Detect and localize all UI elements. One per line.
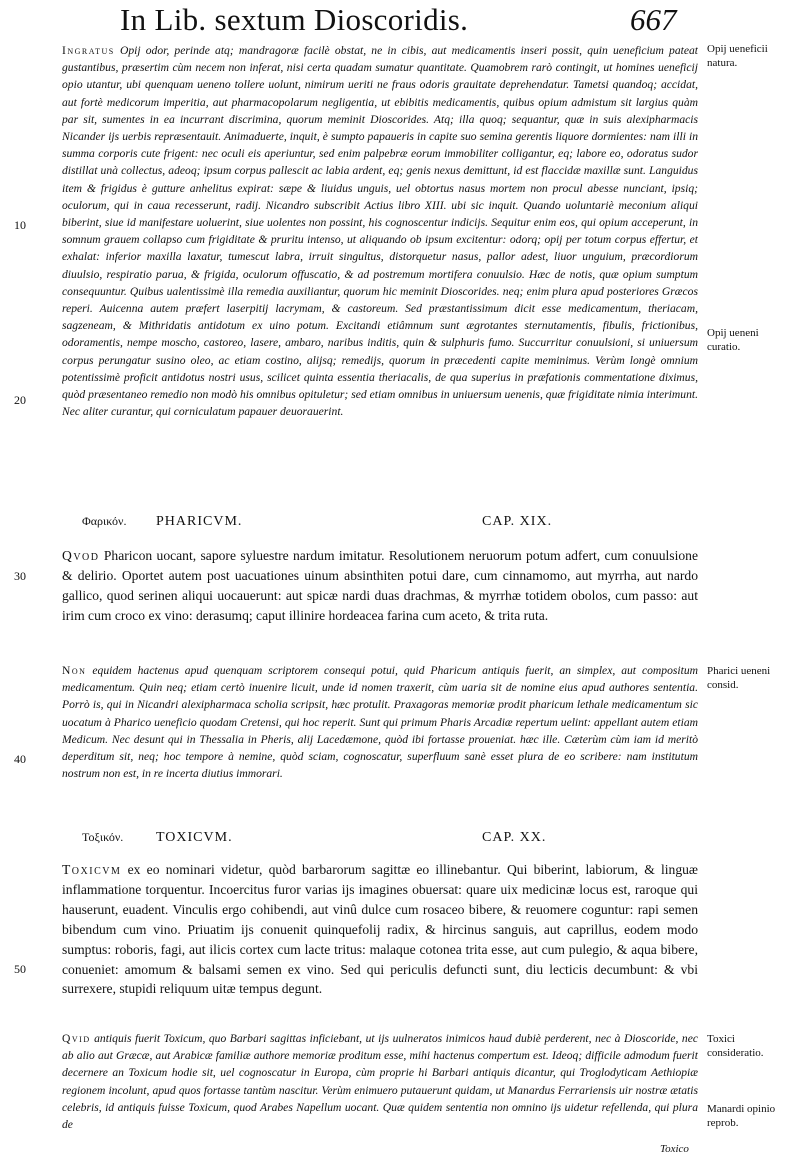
margin-note: Pharici ueneni consid. [707, 665, 771, 691]
line-number: 50 [14, 962, 26, 976]
commentary-paragraph [62, 42, 698, 420]
latin-title: TOXICVM. [156, 830, 233, 845]
commentary-paragraph [62, 662, 698, 782]
dioscorides-paragraph [62, 546, 698, 626]
running-header [0, 2, 787, 42]
margin-note: Opij ueneni curatio. [707, 327, 759, 353]
commentary-text: Opij odor, perinde atq; mandragoræ facilè obstat, ne in cibis, aut medicamentis inseri possit, quin ueneficium pateat gustantibus, præsertim cùm necem non inferat, nisi certa quadam sumatur quantitate. Quamobrem rarò contingit, ut homines ueneficij opio utantur, ubi quenquam ueneno tollere uolunt, nimirum ueriti ne fraus odoris grauitate deprehendatur. Tametsi quandoq; accidat, aut fortè medicorum imperitia, aut pharmacopolarum negligentia, ut ebibitis medicamentis, quibus opium admistum sit largius quàm par sit, sumentes in ea incurrant discrimina, quorum meminit Dioscorides. Atq; illa quoq; sequantur, quæ in suis alexipharmacis Nicander ijs uerbis repræsentauit. Animaduerte, inquit, è sumpto papaueris in capite suo semina gerentis liquore dormientes: nam illi in summa corporis cute frigent: nec oculi eis aperiuntur, sed enim palpebræ eorum immobiliter colligantur, eq; labore eo, odoratus sudor distillat unà collectus, adeoq; ipsum corpus pallescit ac labia ardent, eq; genis nexus demittunt, id est flaccidæ maxillæ sunt. Languidus item & frigidus è gutture anhelitus expirat: sæpe & liuidus unguis, uel obtortus nasus mortem non procul abesse nunciant, ipsiq; oculorum, qui in caua recesserunt, radij. Nicandro subscribit Actius libro XIII. ubi sic inquit. Quando uoluntariè meconium aliqui biberint, siue id manifestare uoluerint, siue uolentes non possint, his cognoscentur indicijs. Sequitur enim eos, qui opium acceperunt, in somnum grauem collapso cum frigiditate & pruritu intenso, ut aliquando ob ipsum excitentur: odorq; opij per totum corpus effertur, et exhalat: inferior maxilla laxatur, tumescut labra, irruit singultus, distorquetur nasus, pallor adest, liuor unguium, præcordiorum diuulsio, respiratio parua, & frigida, oculorum offuscatio, & ad postremum mortifera conuulsio. Hæc de notis, quæ opium sumptum consequuntur. Quibus ualentissimè illa remedia auxiliantur, quorum hic meminit Dioscorides. neq; enim plura apud posteriores Græcos reperi. Auicenna autem præfert laserpitij lacrymam, & castoreum. Sed præstantissimum dicit esse medicamentum, theriacam, sagzeneam, & Mithridatis antidotum ex uino potum. Excitandi etiâmnum sunt ægrotantes sternutamentis, fibulis, frictionibus, odoramentis, nempe moscho, castoreo, lasere, ambaro, naribus inditis, quin & sulphuris fumo. Succurritur conuulsioni, si uniuersum corpus perungatur susino oleo, ac etiam costino, alijsq; remedijs, quorum in præcedenti capite meminimus. Verùm longè omnium potentissimè proficit antidotus nostri usus, scilicet quinta essentia theriacalis, de qua superius in præfationis commentatione diximus, quòd præsentaneo remedio non modò his omnibus opituletur; sed etiam omnibus in uniuersum uenenis, quæ frigiditate nimia interimunt. Nec aliter curantur, qui corniculatum papauer deuorauerint. [62, 44, 698, 419]
line-number: 20 [14, 393, 26, 407]
page-number: 667 [630, 2, 677, 37]
commentary-text: equidem hactenus apud quenquam scriptorem consequi potui, quid Pharicum antiquis fuerit, an simplex, aut compositum medicamentum. Quin neq; etiam certò inuenire licuit, unde id nomen traxerit, cùm uaria sit de nomine eius apud authores sententia. Porrò is, qui in Nicandri alexipharmaca scholia scripsit, hæc protulit. Praxagoras memoriæ prodit pharicum lethale medicamentum sic uocatum à Pharico ueneficio quodam Cretensi, qui hoc reperit. Sunt qui primum Pharis Arcadiæ repertum uelint: appellant autem etiam Medicum. Nec desunt qui in Thessalia in Pheris, alij Lacedæmone, quòd ibi fortasse proueniat. hæc ille. Cæterùm cùm iam id meritò deperditum sit, neq; hoc tempore à nemine, quòd sciam, cognoscatur, superfluum sanè esset plura de eo scribere: nam institutum nostrum non est, in re incerta diutius immorari. [62, 664, 698, 781]
catchword: Toxico [660, 1143, 689, 1155]
commentary-text: antiquis fuerit Toxicum, quo Barbari sagittas inficiebant, ut ijs uulneratos inimicos haud dubiè perderent, nec à Dioscoride, nec ab alio aut Græcæ, aut Arabicæ familiæ authore memoriæ proditum esse, mihi hactenus compertum est. Ideoq; difficile admodum fuerit decernere an Toxicum hodie sit, uel cognoscatur in Europa, cùm proprie hi Barbari antiquis dicantur, qui Troglodyticam Aethiopiæ regionem incolunt, apud quos fortasse tantùm nascitur. Verùm enimuero putauerunt quidam, ut Manardus Ferrariensis uir nostræ ætatis celebris, id antiquis fuisse Toxicum, quod Arabes Napellum uocant. Quæ quidem sententia non omnino ijs uidetur refellenda, qui plura de [62, 1032, 698, 1132]
commentary-toxicum [62, 1030, 698, 1146]
line-number: 10 [14, 218, 26, 232]
dioscorides-paragraph [62, 860, 698, 999]
margin-note: Opij ueneficii natura. [707, 43, 768, 69]
dioscorides-text: ex eo nominari videtur, quòd barbarorum sagittæ eo illinebantur. Qui biberint, labiorum, & linguæ inflammatione torquentur. Incoercitus furor varias ijs imagines obuersat: quare uix medicinæ locus est, raroque qui hauserunt, euadent. Vinculis ergo cohibendi, aut vinû dulce cum rosaceo bibere, & reuomere coguntur: rapi semen bibendum cum vino. Priuatim ijs conuenit quinquefolij radix, & hircinus sanguis, aut caprillus, eodem modo sumptus: roboris, fagi, aut ilicis cortex cum lacte tritus: malaque cotonea trita esse, aut cum pulegio, & aqua bibere, conueniet: amomum & balsami semen ex vino. Sed qui periculis defuncti sunt, diu lecticis decumbunt: & vbi surrexere, stupidi reliquum uitæ tempus degunt. [62, 862, 698, 997]
line-number: 40 [14, 752, 26, 766]
margin-note: Manardi opinio reprob. [707, 1103, 776, 1129]
chapter-heading-toxicum [62, 830, 698, 850]
line-number: 30 [14, 569, 26, 583]
greek-title: Τοξικόν. [82, 830, 124, 844]
dioscorides-toxicum [62, 860, 698, 1020]
dioscorides-pharicum [62, 546, 698, 646]
lead-word: Non [62, 664, 87, 677]
dioscorides-text: Pharicon uocant, sapore syluestre nardum imitatur. Resolutionem neruorum potum adfert, cum conuulsione & delirio. Oportet autem post uacuationes uinum absinthiten potui dare, cum cinnamomo, aut myrrha, aut nardo gallico, quod serinen aliqui uocauerunt: aut spicæ nardi duas drachmas, & myrrhæ totidem obolos, cum passo: aut irim cum croco ex vino: derasumq; caput illinire hordeacea farina cum aceto, & trita ruta. [62, 548, 698, 623]
commentary-paragraph [62, 1030, 698, 1133]
greek-title: Φαρικόν. [82, 514, 127, 528]
lead-word: Qvid [62, 1032, 91, 1045]
running-title: In Lib. sextum Dioscoridis. [120, 2, 469, 37]
chapter-number: CAP. XIX. [482, 514, 553, 529]
lead-word: Toxicvm [62, 862, 122, 877]
commentary-opium [62, 42, 698, 502]
commentary-pharicum [62, 662, 698, 820]
lead-word: Ingratus [62, 44, 115, 57]
latin-title: PHARICVM. [156, 514, 243, 529]
chapter-heading-pharicum [62, 514, 698, 534]
margin-note: Toxici consideratio. [707, 1033, 764, 1059]
lead-word: Qvod [62, 548, 100, 563]
chapter-number: CAP. XX. [482, 830, 547, 845]
